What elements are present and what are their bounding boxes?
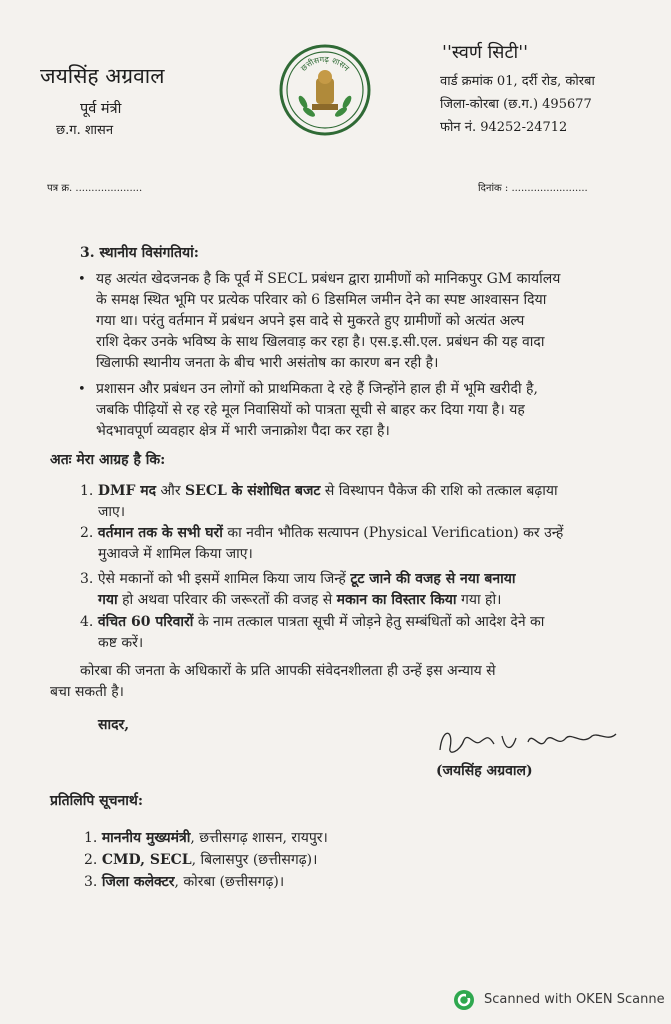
text: गया हो। bbox=[456, 592, 502, 608]
para1-line: गया था। परंतु वर्तमान में प्रबंधन अपने इस वादे से मुकरते हुए ग्रामीणों को अत्यंत अल्प bbox=[96, 313, 525, 329]
request-item-1 bbox=[80, 482, 558, 500]
text: ऐसे मकानों को भी इसमें शामिल किया जाय जिन्हें bbox=[97, 571, 351, 587]
scanner-logo-icon bbox=[453, 989, 475, 1011]
copies-heading: प्रतिलिपि सूचनार्थ: bbox=[50, 793, 144, 809]
request-item-2 bbox=[80, 524, 563, 542]
request-item-4 bbox=[80, 613, 544, 631]
para2-line: भेदभावपूर्ण व्यवहार क्षेत्र में भारी जनाक्रोश पैदा कर रहा है। bbox=[96, 423, 390, 439]
text: से विस्थापन पैकेज की राशि को तत्काल बढ़ाया bbox=[320, 483, 558, 499]
requests-heading: अतः मेरा आग्रह है कि: bbox=[50, 452, 166, 468]
item-number: 1. bbox=[84, 830, 98, 846]
text: के नाम तत्काल पात्रता सूची में जोड़ने हेतु सम्बंधितों को आदेश देने का bbox=[193, 614, 545, 630]
bold-text: जिला कलेक्टर bbox=[101, 874, 175, 890]
request-item-3-line2 bbox=[98, 591, 501, 609]
signatory-name: (जयसिंह अग्रवाल) bbox=[436, 763, 533, 779]
sender-post: पूर्व मंत्री bbox=[80, 101, 122, 117]
address-line-1: वार्ड क्रमांक 01, दर्री रोड, कोरबा bbox=[440, 74, 595, 89]
para1-line: के समक्ष स्थित भूमि पर प्रत्येक परिवार को 6 डिसमिल जमीन देने का स्पष्ट आश्वासन दिया bbox=[96, 292, 547, 308]
text: , कोरबा (छत्तीसगढ़)। bbox=[174, 874, 285, 890]
seal-text: छत्तीसगढ़ शासन bbox=[299, 54, 352, 73]
request-item-2-line2: मुआवजे में शामिल किया जाए। bbox=[98, 546, 253, 562]
request-item-1-line2: जाए। bbox=[98, 504, 126, 520]
bold-text: CMD, SECL bbox=[101, 852, 192, 868]
lion-emblem-icon bbox=[312, 70, 338, 110]
text: , छत्तीसगढ़ शासन, रायपुर। bbox=[190, 830, 328, 846]
para1-line: यह अत्यंत खेदजनक है कि पूर्व में SECL प्रबंधन द्वारा ग्रामीणों को मानिकपुर GM कार्यालय bbox=[96, 271, 561, 287]
text: , बिलासपुर (छत्तीसगढ़)। bbox=[191, 852, 318, 868]
item-number: 3. bbox=[84, 874, 98, 890]
request-item-4-line2: कष्ट करें। bbox=[98, 635, 144, 651]
sender-name: जयसिंह अग्रवाल bbox=[40, 64, 165, 88]
bold-text: वंचित 60 परिवारों bbox=[97, 614, 194, 630]
date-field: दिनांक : ........................ bbox=[478, 183, 588, 194]
bold-text: DMF मद bbox=[97, 483, 157, 499]
para1-line: खिलाफी स्थानीय जनता के बीच भारी असंतोष का कारण बन रही है। bbox=[96, 355, 439, 371]
item-number: 2. bbox=[84, 852, 98, 868]
item-number: 4. bbox=[80, 614, 94, 630]
copy-recipient-2 bbox=[84, 851, 317, 869]
para2-line: प्रशासन और प्रबंधन उन लोगों को प्राथमिकता दे रहे हैं जिन्होंने हाल ही में भूमि खरीदी है, bbox=[96, 381, 538, 397]
sender-government: छ.ग. शासन bbox=[56, 123, 114, 138]
bullet-icon: • bbox=[78, 382, 86, 397]
salutation: सादर, bbox=[98, 717, 130, 733]
reference-number: पत्र क्र. ..................... bbox=[47, 183, 143, 194]
text: और bbox=[156, 483, 186, 499]
copy-recipient-1 bbox=[84, 829, 328, 847]
item-number: 3. bbox=[80, 571, 94, 587]
closing-line-2: बचा सकती है। bbox=[50, 684, 124, 700]
bold-text: माननीय मुख्यमंत्री bbox=[101, 830, 191, 846]
office-title: ''स्वर्ण सिटी'' bbox=[442, 42, 529, 63]
closing-line-1: कोरबा की जनता के अधिकारों के प्रति आपकी संवेदनशीलता ही उन्हें इस अन्याय से bbox=[80, 663, 496, 679]
bold-text: टूट जाने की वजह से नया बनाया bbox=[350, 571, 516, 587]
bold-text: मकान का विस्तार किया bbox=[336, 592, 457, 608]
para2-line: जबकि पीढ़ियों से रह रहे मूल निवासियों को पात्रता सूची से बाहर कर दिया गया है। यह bbox=[96, 402, 525, 418]
phone-number: फोन नं. 94252-24712 bbox=[440, 120, 568, 135]
copy-recipient-3 bbox=[84, 873, 284, 891]
item-number: 2. bbox=[80, 525, 94, 541]
address-line-2: जिला-कोरबा (छ.ग.) 495677 bbox=[440, 97, 592, 112]
text: हो अथवा परिवार की जरूरतों की वजह से bbox=[117, 592, 337, 608]
bullet-icon: • bbox=[78, 272, 86, 287]
state-seal bbox=[279, 44, 371, 136]
text: का नवीन भौतिक सत्यापन (Physical Verification) कर उन्हें bbox=[222, 525, 564, 541]
para1-line: राशि देकर उनके भविष्य के साथ खिलवाड़ कर रहा है। एस.इ.सी.एल. प्रबंधन की यह वादा bbox=[96, 334, 545, 350]
section-heading: 3. स्थानीय विसंगतियां: bbox=[80, 245, 199, 261]
bold-text: वर्तमान तक के सभी घरों bbox=[97, 525, 223, 541]
scanner-watermark: Scanned with OKEN Scanne bbox=[484, 992, 665, 1007]
bold-text: SECL के संशोधित बजट bbox=[185, 483, 321, 499]
signature-icon bbox=[432, 722, 622, 762]
request-item-3 bbox=[80, 570, 516, 588]
item-number: 1. bbox=[80, 483, 94, 499]
bold-text: गया bbox=[98, 592, 118, 608]
